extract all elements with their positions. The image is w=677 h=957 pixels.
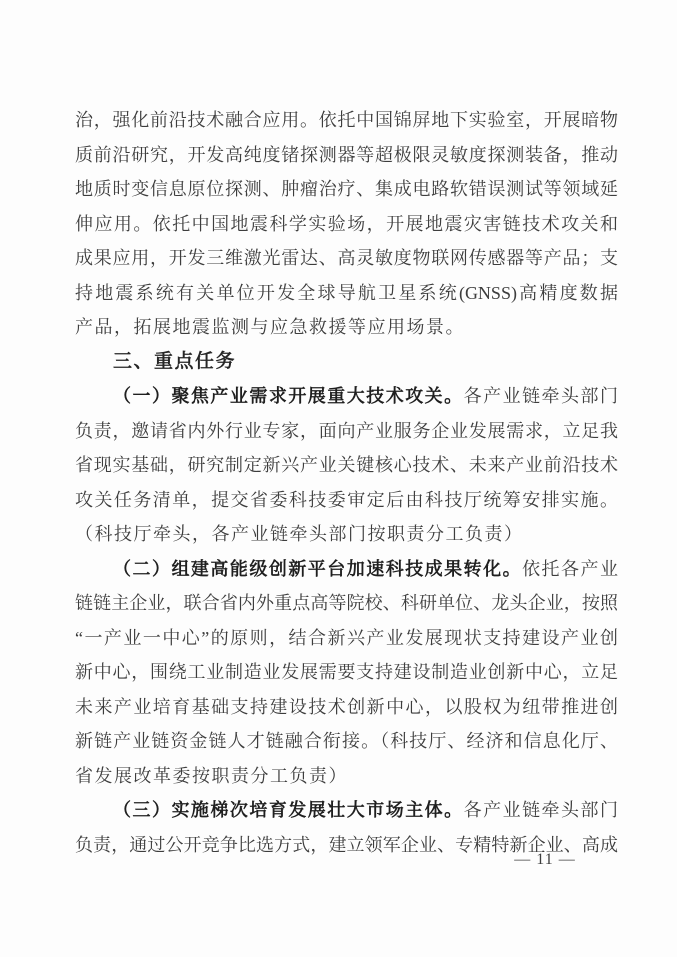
text-line: 伸应用。依托中国地震科学实验场，开展地震灾害链技术攻关和	[75, 213, 618, 234]
text-line: 省现实基础，研究制定新兴产业关键核心技术、未来产业前沿技术	[75, 455, 618, 475]
text-line: 负责，通过公开竞争比选方式，建立领军企业、专精特新企业、高成	[75, 834, 618, 855]
paragraph-lead: （一）聚焦产业需求开展重大技术攻关。	[113, 386, 464, 406]
text-line: 省发展改革委按职责分工负责）	[75, 765, 348, 786]
text-line: 链链主企业，联合省内外重点高等院校、科研单位、龙头企业，按照	[75, 593, 618, 613]
text-line: （科技厅牵头，各产业链牵头部门按职责分工负责）	[75, 524, 524, 544]
text-line: 未来产业培育基础支持建设技术创新中心，以股权为纽带推进创	[75, 696, 618, 717]
text-line: 成果应用，开发三维激光雷达、高灵敏度物联网传感器等产品；支	[75, 248, 618, 268]
paragraph-lead: （二）组建高能级创新平台加速科技成果转化。	[113, 558, 523, 579]
text-line: 产品，拓展地震监测与应急救援等应用场景。	[75, 317, 465, 337]
text-line: 新中心，围绕工业制造业发展需要支持建设制造业创新中心，立足	[75, 662, 618, 682]
paragraph-lead: （三）实施梯次培育发展壮大市场主体。	[113, 800, 464, 820]
text-line: （二）组建高能级创新平台加速科技成果转化。依托各产业	[113, 558, 618, 579]
text-line: 负责，邀请省内外行业专家，面向产业服务企业发展需求，立足我	[75, 420, 618, 441]
text-line: “一产业一中心”的原则，结合新兴产业发展现状支持建设产业创	[75, 627, 618, 648]
text-line: （三）实施梯次培育发展壮大市场主体。各产业链牵头部门	[113, 800, 618, 820]
text-line: 新链产业链资金链人才链融合衔接。（科技厅、经济和信息化厅、	[75, 731, 618, 751]
text-line: （一）聚焦产业需求开展重大技术攻关。各产业链牵头部门	[113, 386, 618, 406]
text-line: 地质时变信息原位探测、肿瘤治疗、集成电路软错误测试等领域延	[75, 179, 618, 199]
text-line: 持地震系统有关单位开发全球导航卫星系统(GNSS)高精度数据	[75, 282, 618, 303]
text-line: 治，强化前沿技术融合应用。依托中国锦屏地下实验室，开展暗物	[75, 110, 618, 130]
page-number: — 11 —	[514, 851, 576, 868]
text-line: 攻关任务清单，提交省委科技委审定后由科技厅统筹安排实施。	[75, 489, 618, 510]
document-body	[75, 103, 618, 862]
text-line: 质前沿研究，开发高纯度锗探测器等超极限灵敏度探测装备，推动	[75, 144, 618, 165]
section-heading: 三、重点任务	[113, 350, 237, 372]
